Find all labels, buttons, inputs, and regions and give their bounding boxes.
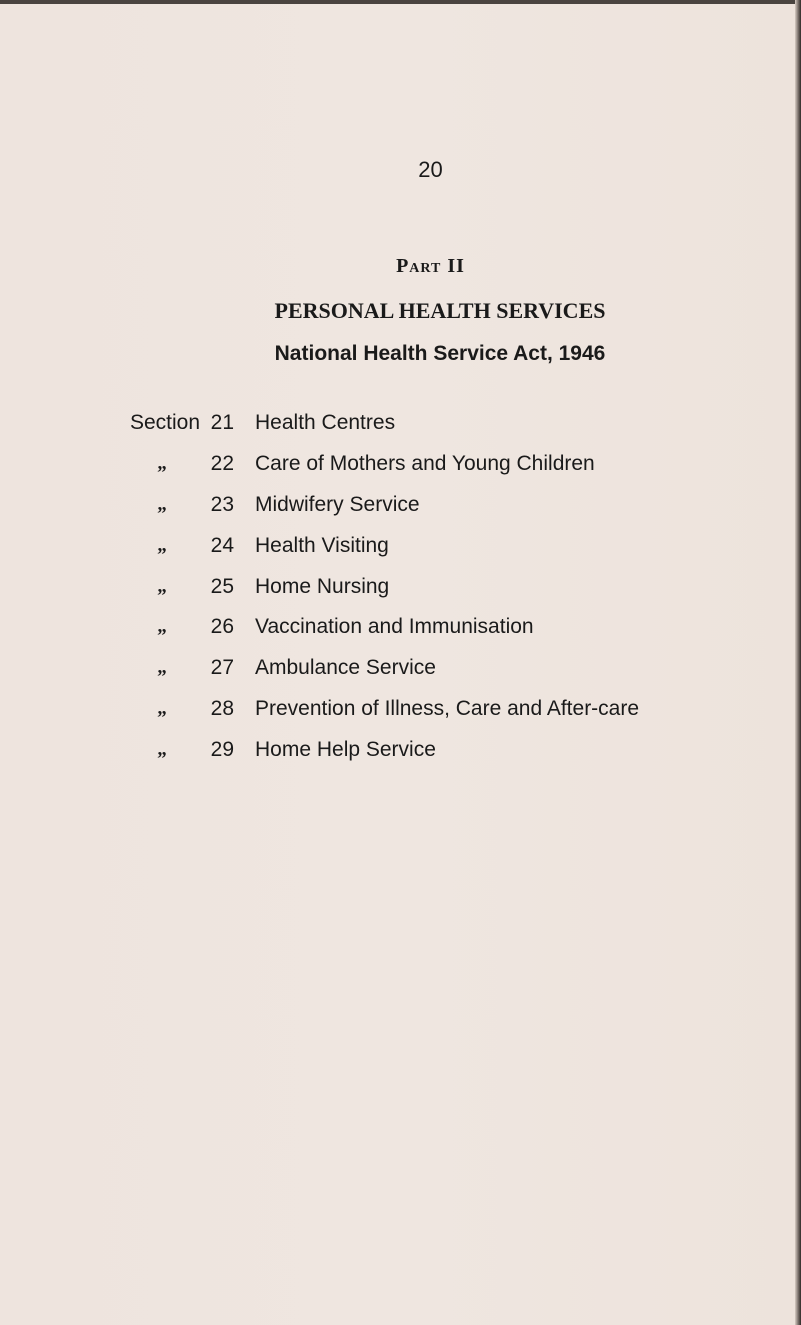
section-title: Vaccination and Immunisation — [255, 615, 534, 639]
section-number: 28 — [210, 697, 234, 721]
section-title: Prevention of Illness, Care and After-care — [255, 697, 640, 721]
section-label: Section — [129, 411, 200, 434]
section-row — [0, 409, 801, 450]
page-number: 20 — [418, 157, 443, 182]
section-row — [0, 450, 801, 491]
section-number: 27 — [210, 656, 234, 680]
ditto-mark: „ — [157, 493, 167, 515]
section-row — [0, 532, 801, 573]
section-row — [0, 573, 801, 614]
section-title: Health Centres — [255, 411, 396, 434]
act-subheading: National Health Service Act, 1946 — [274, 342, 606, 365]
section-number: 29 — [210, 738, 234, 762]
page-top-edge — [0, 0, 801, 4]
ditto-mark: „ — [157, 452, 167, 474]
section-row — [0, 491, 801, 532]
section-number: 22 — [210, 451, 234, 475]
section-title: Ambulance Service — [255, 656, 436, 680]
page-heading: PERSONAL HEALTH SERVICES — [274, 298, 606, 323]
ditto-mark: „ — [157, 698, 167, 720]
section-number: 25 — [210, 574, 234, 598]
section-title: Health Visiting — [255, 533, 389, 557]
ditto-mark: „ — [157, 657, 167, 679]
section-number: 24 — [210, 533, 234, 557]
ditto-mark: „ — [157, 616, 167, 638]
ditto-mark: „ — [157, 534, 167, 556]
section-number: 21 — [210, 411, 234, 434]
section-row — [0, 654, 801, 695]
part-title: Part II — [396, 255, 465, 277]
section-row — [0, 695, 801, 736]
section-number: 26 — [210, 615, 234, 639]
section-title: Care of Mothers and Young Children — [255, 451, 595, 475]
section-number: 23 — [210, 492, 234, 516]
section-row — [0, 613, 801, 654]
section-title: Midwifery Service — [255, 492, 420, 516]
section-list — [0, 409, 801, 777]
section-row — [0, 736, 801, 777]
section-title: Home Help Service — [255, 738, 436, 762]
ditto-mark: „ — [157, 575, 167, 597]
ditto-mark: „ — [157, 739, 167, 761]
section-title: Home Nursing — [255, 574, 390, 598]
